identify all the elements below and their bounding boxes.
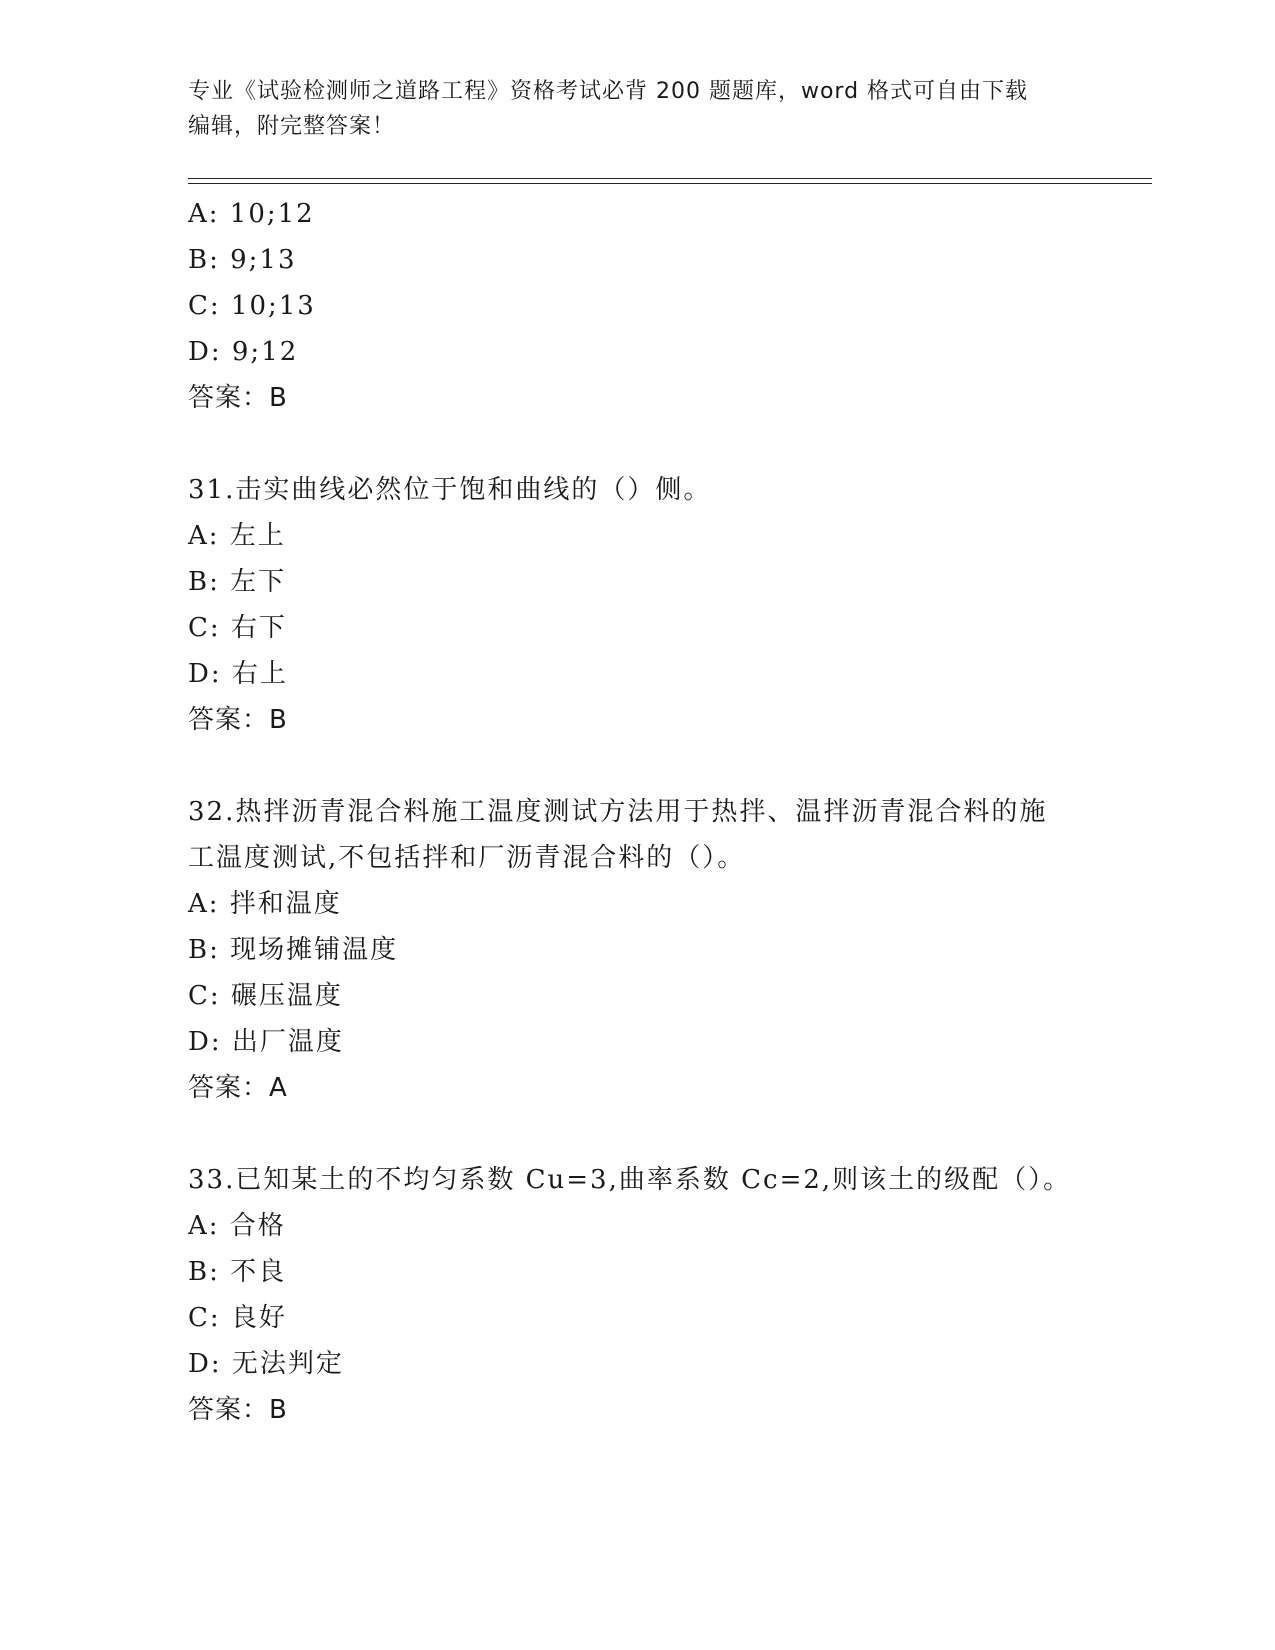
option-a: A: 拌和温度 (188, 889, 342, 919)
option-a: A: 合格 (188, 1211, 286, 1241)
question-stem-line-1: 32.热拌沥青混合料施工温度测试方法用于热拌、温拌沥青混合料的施 (188, 797, 1048, 827)
spacer (188, 1111, 1108, 1157)
option-d: D: 右上 (188, 659, 288, 689)
spacer (188, 421, 1108, 467)
option-a: A: 左上 (188, 521, 286, 551)
option-b: B: 9;13 (188, 245, 297, 275)
header-divider-bottom (188, 183, 1152, 184)
question-30-block (188, 191, 1108, 421)
answer-line: 答案：B (188, 1395, 288, 1425)
answer-line: 答案：A (188, 1073, 288, 1103)
question-stem-line-2: 工温度测试,不包括拌和厂沥青混合料的（）。 (188, 843, 746, 873)
document-header (188, 74, 1088, 144)
header-line-2: 编辑，附完整答案！ (188, 114, 396, 139)
option-b: B: 现场摊铺温度 (188, 935, 399, 965)
option-a: A: 10;12 (188, 199, 315, 229)
answer-line: 答案：B (188, 705, 288, 735)
question-stem: 33.已知某土的不均匀系数 Cu=3,曲率系数 Cc=2,则该土的级配（）。 (188, 1165, 1072, 1195)
option-d: D: 9;12 (188, 337, 299, 367)
spacer (188, 743, 1108, 789)
question-list (188, 191, 1108, 1433)
question-31-block (188, 467, 1108, 743)
option-c: C: 良好 (188, 1303, 287, 1333)
option-b: B: 不良 (188, 1257, 287, 1287)
option-b: B: 左下 (188, 567, 287, 597)
option-c: C: 10;13 (188, 291, 316, 321)
question-32-block (188, 789, 1108, 1111)
option-d: D: 出厂温度 (188, 1027, 344, 1057)
question-33-block (188, 1157, 1108, 1433)
question-stem: 31.击实曲线必然位于饱和曲线的（）侧。 (188, 475, 712, 505)
header-line-1: 专业《试验检测师之道路工程》资格考试必背 200 题题库，word 格式可自由下载 (188, 79, 1029, 104)
header-divider-top (188, 178, 1152, 179)
option-c: C: 碾压温度 (188, 981, 343, 1011)
answer-line: 答案：B (188, 383, 288, 413)
option-d: D: 无法判定 (188, 1349, 344, 1379)
option-c: C: 右下 (188, 613, 287, 643)
